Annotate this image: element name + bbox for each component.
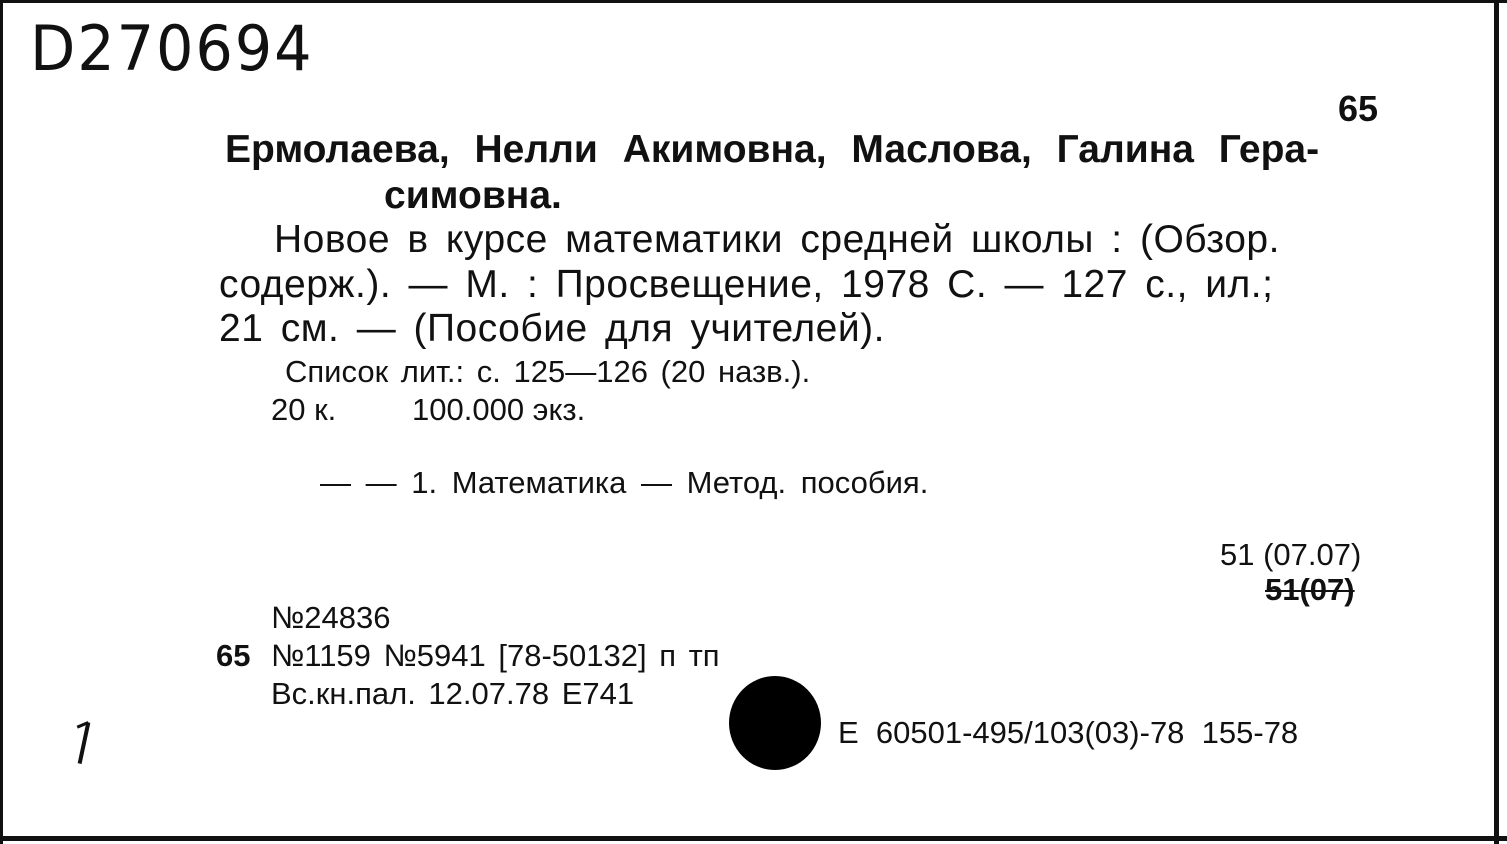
card-bottom-border — [0, 836, 1507, 841]
registry-line-2: №1159 №5941 [78-50132] п тп — [271, 638, 720, 673]
description-line-1: Новое в курсе математики средней школы : (Обзор. — [274, 218, 1280, 261]
handwritten-id: D270694 — [30, 12, 314, 85]
registry-line-3: Вс.кн.пал. 12.07.78 Е741 — [271, 676, 635, 711]
description-line-2: содерж.). — М. : Просвещение, 1978 С. — 127 с., ил.; — [219, 263, 1274, 306]
punch-hole — [729, 676, 821, 770]
card-right-border — [1494, 0, 1499, 844]
bbk-index-struck: 51(07) — [1265, 572, 1355, 607]
authors-line-2: симовна. — [384, 174, 562, 217]
card-left-border — [0, 0, 3, 844]
registry-prefix: 65 — [216, 638, 251, 673]
card-top-border — [0, 0, 1507, 3]
print-run: 100.000 экз. — [412, 392, 586, 427]
subject-heading: — — 1. Математика — Метод. пособия. — [320, 465, 929, 500]
registry-number: №24836 — [271, 600, 391, 635]
card-number: 65 — [1338, 88, 1379, 129]
bibliography-note: Список лит.: с. 125—126 (20 назв.). — [285, 354, 811, 389]
handwritten-mark — [78, 722, 91, 764]
code-line: Е 60501-495/103(03)-78 155-78 — [838, 715, 1299, 750]
price: 20 к. — [271, 392, 337, 427]
authors-line-1: Ермолаева, Нелли Акимовна, Маслова, Галина Гера- — [225, 128, 1320, 171]
description-line-3: 21 см. — (Пособие для учителей). — [219, 307, 885, 350]
udc-index: 51 (07.07) — [1220, 537, 1362, 572]
